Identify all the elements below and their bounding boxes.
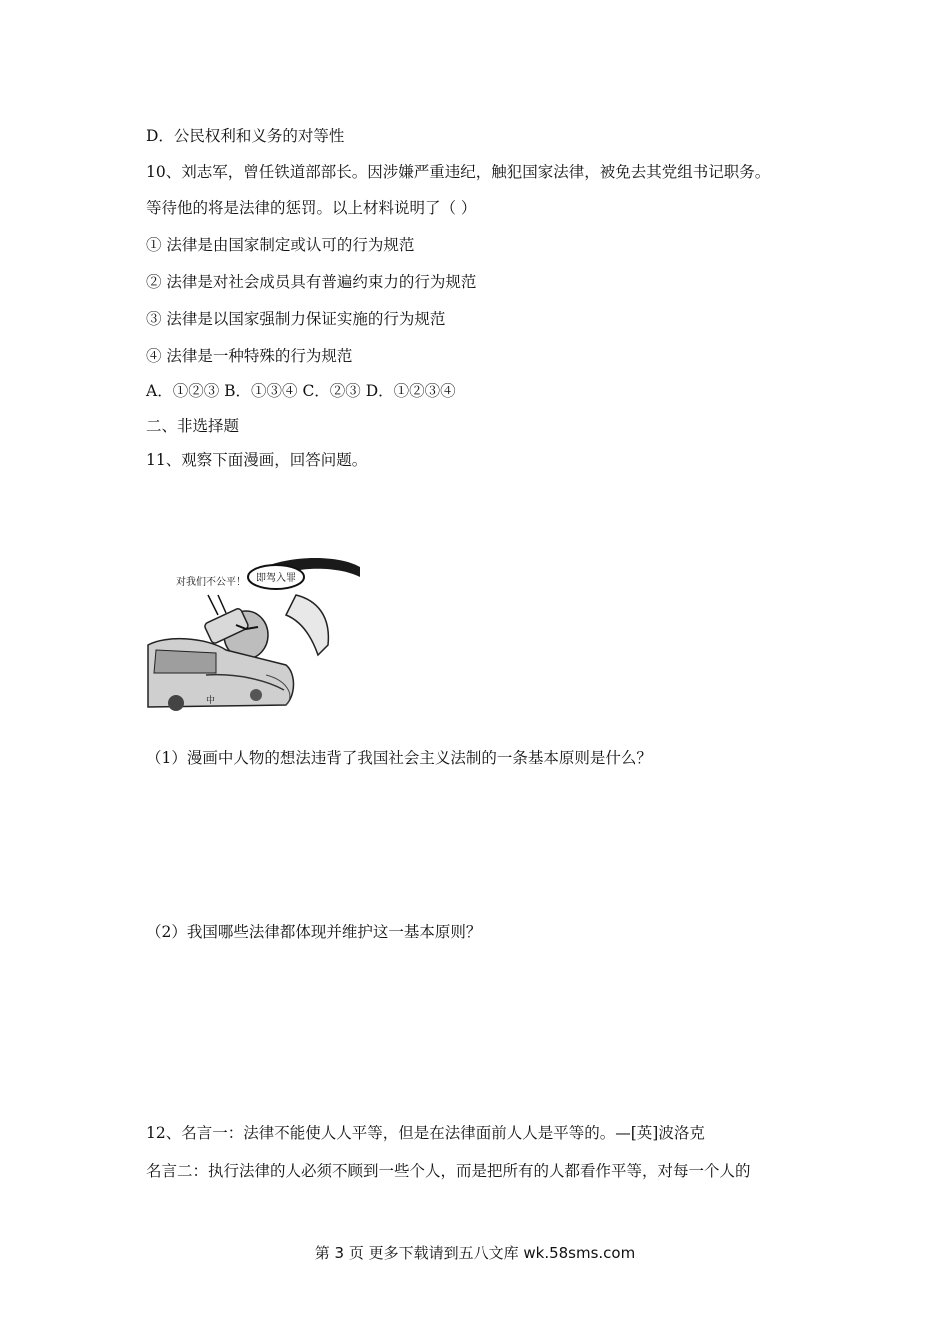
q12-line1: 12、名言一：法律不能使人人平等，但是在法律面前人人是平等的。—[英]波洛克 xyxy=(146,1124,705,1142)
q10-statement-1: ① 法律是由国家制定或认可的行为规范 xyxy=(146,236,415,254)
q10-statement-3: ③ 法律是以国家强制力保证实施的行为规范 xyxy=(146,310,446,328)
q10-statement-2: ② 法律是对社会成员具有普遍约束力的行为规范 xyxy=(146,273,477,291)
q10-stem-line2: 等待他的将是法律的惩罚。以上材料说明了（ ） xyxy=(146,199,477,217)
cartoon-speech-text: 对我们不公平！ xyxy=(176,577,246,588)
q11-sub1: （1）漫画中人物的想法违背了我国社会主义法制的一条基本原则是什么？ xyxy=(146,749,652,767)
q10-statement-4: ④ 法律是一种特殊的行为规范 xyxy=(146,347,353,365)
q12-line2: 名言二：执行法律的人必须不顾到一些个人，而是把所有的人都看作平等，对每一个人的 xyxy=(146,1162,751,1180)
cartoon-sign-text: 即驾入罪 xyxy=(256,573,296,584)
q11-prompt: 11、观察下面漫画，回答问题。 xyxy=(146,451,368,469)
q10-stem-line1: 10、刘志军，曾任铁道部部长。因涉嫌严重违纪，触犯国家法律，被免去其党组书记职务。 xyxy=(146,163,771,181)
page-footer: 第 3 页 更多下载请到五八文库 wk.58sms.com xyxy=(314,1244,636,1262)
cartoon-image xyxy=(146,555,362,715)
q10-choices: A．①②③ B．①③④ C．②③ D．①②③④ xyxy=(146,382,456,400)
q11-sub2: （2）我国哪些法律都体现并维护这一基本原则？ xyxy=(146,923,482,941)
section-heading: 二、非选择题 xyxy=(146,417,240,435)
q9-option-d: D．公民权利和义务的对等性 xyxy=(146,127,345,145)
cartoon-car-text: 中 xyxy=(206,696,216,706)
